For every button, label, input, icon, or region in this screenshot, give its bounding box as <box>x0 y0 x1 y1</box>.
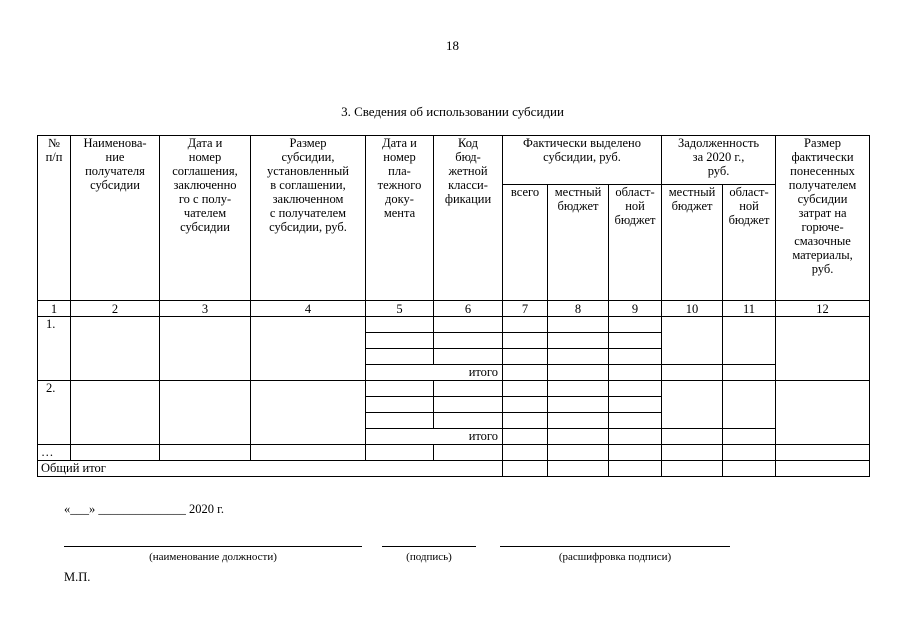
signature-line <box>382 546 476 547</box>
column-number: 1 <box>38 301 71 317</box>
table-cell <box>548 397 609 413</box>
table-cell <box>366 317 434 333</box>
table-cell <box>434 333 503 349</box>
column-number: 5 <box>366 301 434 317</box>
table-cell <box>609 445 662 461</box>
table-cell <box>609 333 662 349</box>
table-cell <box>776 445 870 461</box>
header-recipient: Наименова- ние получателя субсидии <box>71 136 160 301</box>
table-cell <box>160 381 251 445</box>
header-payment-doc: Дата и номер пла- тежного доку- мента <box>366 136 434 301</box>
header-agreement: Дата и номер соглашения, заключенно го с полу- чателем субсидии <box>160 136 251 301</box>
header-row <box>38 136 870 185</box>
header-budget-code: Код бюд- жетной класси- фикации <box>434 136 503 301</box>
table-cell <box>434 413 503 429</box>
table-cell <box>434 397 503 413</box>
table-cell <box>366 349 434 365</box>
table-cell <box>776 317 870 381</box>
header-fuel-costs: Размер фактически понесенных получателем субсидии затрат на горюче- смазочные материалы, руб. <box>776 136 870 301</box>
table-cell <box>609 413 662 429</box>
table-cell <box>503 333 548 349</box>
caption-position: (наименование должности) <box>149 551 277 563</box>
column-number: 6 <box>434 301 503 317</box>
header-number: № п/п <box>38 136 71 301</box>
table-cell <box>503 445 548 461</box>
column-number: 10 <box>662 301 723 317</box>
table-cell <box>662 365 723 381</box>
table-cell <box>723 365 776 381</box>
column-number: 4 <box>251 301 366 317</box>
table-cell <box>609 429 662 445</box>
table-cell <box>503 429 548 445</box>
table-cell <box>366 397 434 413</box>
stamp-label: М.П. <box>64 570 91 584</box>
caption-decoding: (расшифровка подписи) <box>558 551 672 563</box>
table-cell <box>609 349 662 365</box>
column-number: 11 <box>723 301 776 317</box>
table-cell <box>251 445 366 461</box>
column-number: 2 <box>71 301 160 317</box>
column-number: 8 <box>548 301 609 317</box>
date-line: «___» ______________ 2020 г. <box>64 502 224 516</box>
header-local-budget: местный бюджет <box>548 185 609 301</box>
table-cell <box>160 445 251 461</box>
table-cell <box>503 413 548 429</box>
table-cell <box>366 413 434 429</box>
header-subsidy-size: Размер субсидии, установленный в соглашении, заключенном с получателем субсидии, руб. <box>251 136 366 301</box>
table-row <box>38 381 870 397</box>
table-cell <box>503 461 548 477</box>
table-cell <box>251 381 366 445</box>
column-number-row <box>38 301 870 317</box>
table-cell <box>776 381 870 445</box>
table-cell <box>503 349 548 365</box>
table-row <box>38 317 870 333</box>
table-cell <box>723 381 776 429</box>
subtotal-label: итого <box>366 365 503 381</box>
row-number: 2. <box>38 381 71 445</box>
grand-total-row <box>38 461 870 477</box>
section-title: 3. Сведения об использовании субсидии <box>341 104 564 119</box>
header-debt-local: местный бюджет <box>662 185 723 301</box>
table-cell <box>548 365 609 381</box>
subsidy-usage-table <box>37 135 870 477</box>
table-cell <box>366 381 434 397</box>
table-cell <box>71 381 160 445</box>
table-cell <box>251 317 366 381</box>
ellipsis-label: … <box>38 445 71 461</box>
table-cell <box>548 349 609 365</box>
table-cell <box>662 461 723 477</box>
table-cell <box>609 365 662 381</box>
table-cell <box>723 317 776 365</box>
table-cell <box>548 317 609 333</box>
header-allocated-group: Фактически выделено субсидии, руб. <box>503 136 662 185</box>
table-cell <box>662 445 723 461</box>
table-cell <box>434 381 503 397</box>
table-cell <box>503 397 548 413</box>
table-cell <box>548 429 609 445</box>
table-cell <box>71 445 160 461</box>
table-cell <box>723 445 776 461</box>
table-cell <box>662 381 723 429</box>
table-cell <box>776 461 870 477</box>
column-number: 3 <box>160 301 251 317</box>
table-cell <box>503 381 548 397</box>
table-cell <box>434 445 503 461</box>
table-cell <box>662 317 723 365</box>
signature-decoding-line <box>500 546 730 547</box>
table-cell <box>548 381 609 397</box>
ellipsis-row <box>38 445 870 461</box>
table-cell <box>609 461 662 477</box>
row-number: 1. <box>38 317 71 381</box>
header-debt-regional: област- ной бюджет <box>723 185 776 301</box>
table-cell <box>366 333 434 349</box>
table-cell <box>548 445 609 461</box>
table-cell <box>609 381 662 397</box>
table-cell <box>548 461 609 477</box>
header-debt-group: Задолженность за 2020 г., руб. <box>662 136 776 185</box>
table-cell <box>609 317 662 333</box>
table-cell <box>548 333 609 349</box>
header-regional-budget: област- ной бюджет <box>609 185 662 301</box>
header-total: всего <box>503 185 548 301</box>
table-cell <box>434 317 503 333</box>
position-signature-line <box>64 546 362 547</box>
table-cell <box>434 349 503 365</box>
grand-total-label: Общий итог <box>38 461 503 477</box>
table-cell <box>503 365 548 381</box>
caption-signature: (подпись) <box>406 551 452 563</box>
table-cell <box>71 317 160 381</box>
subtotal-label: итого <box>366 429 503 445</box>
table-cell <box>662 429 723 445</box>
table-cell <box>503 317 548 333</box>
table-cell <box>160 317 251 381</box>
column-number: 9 <box>609 301 662 317</box>
column-number: 12 <box>776 301 870 317</box>
table-cell <box>609 397 662 413</box>
column-number: 7 <box>503 301 548 317</box>
table-cell <box>723 461 776 477</box>
table-cell <box>548 413 609 429</box>
page-number: 18 <box>446 38 459 53</box>
table-cell <box>723 429 776 445</box>
table-cell <box>366 445 434 461</box>
